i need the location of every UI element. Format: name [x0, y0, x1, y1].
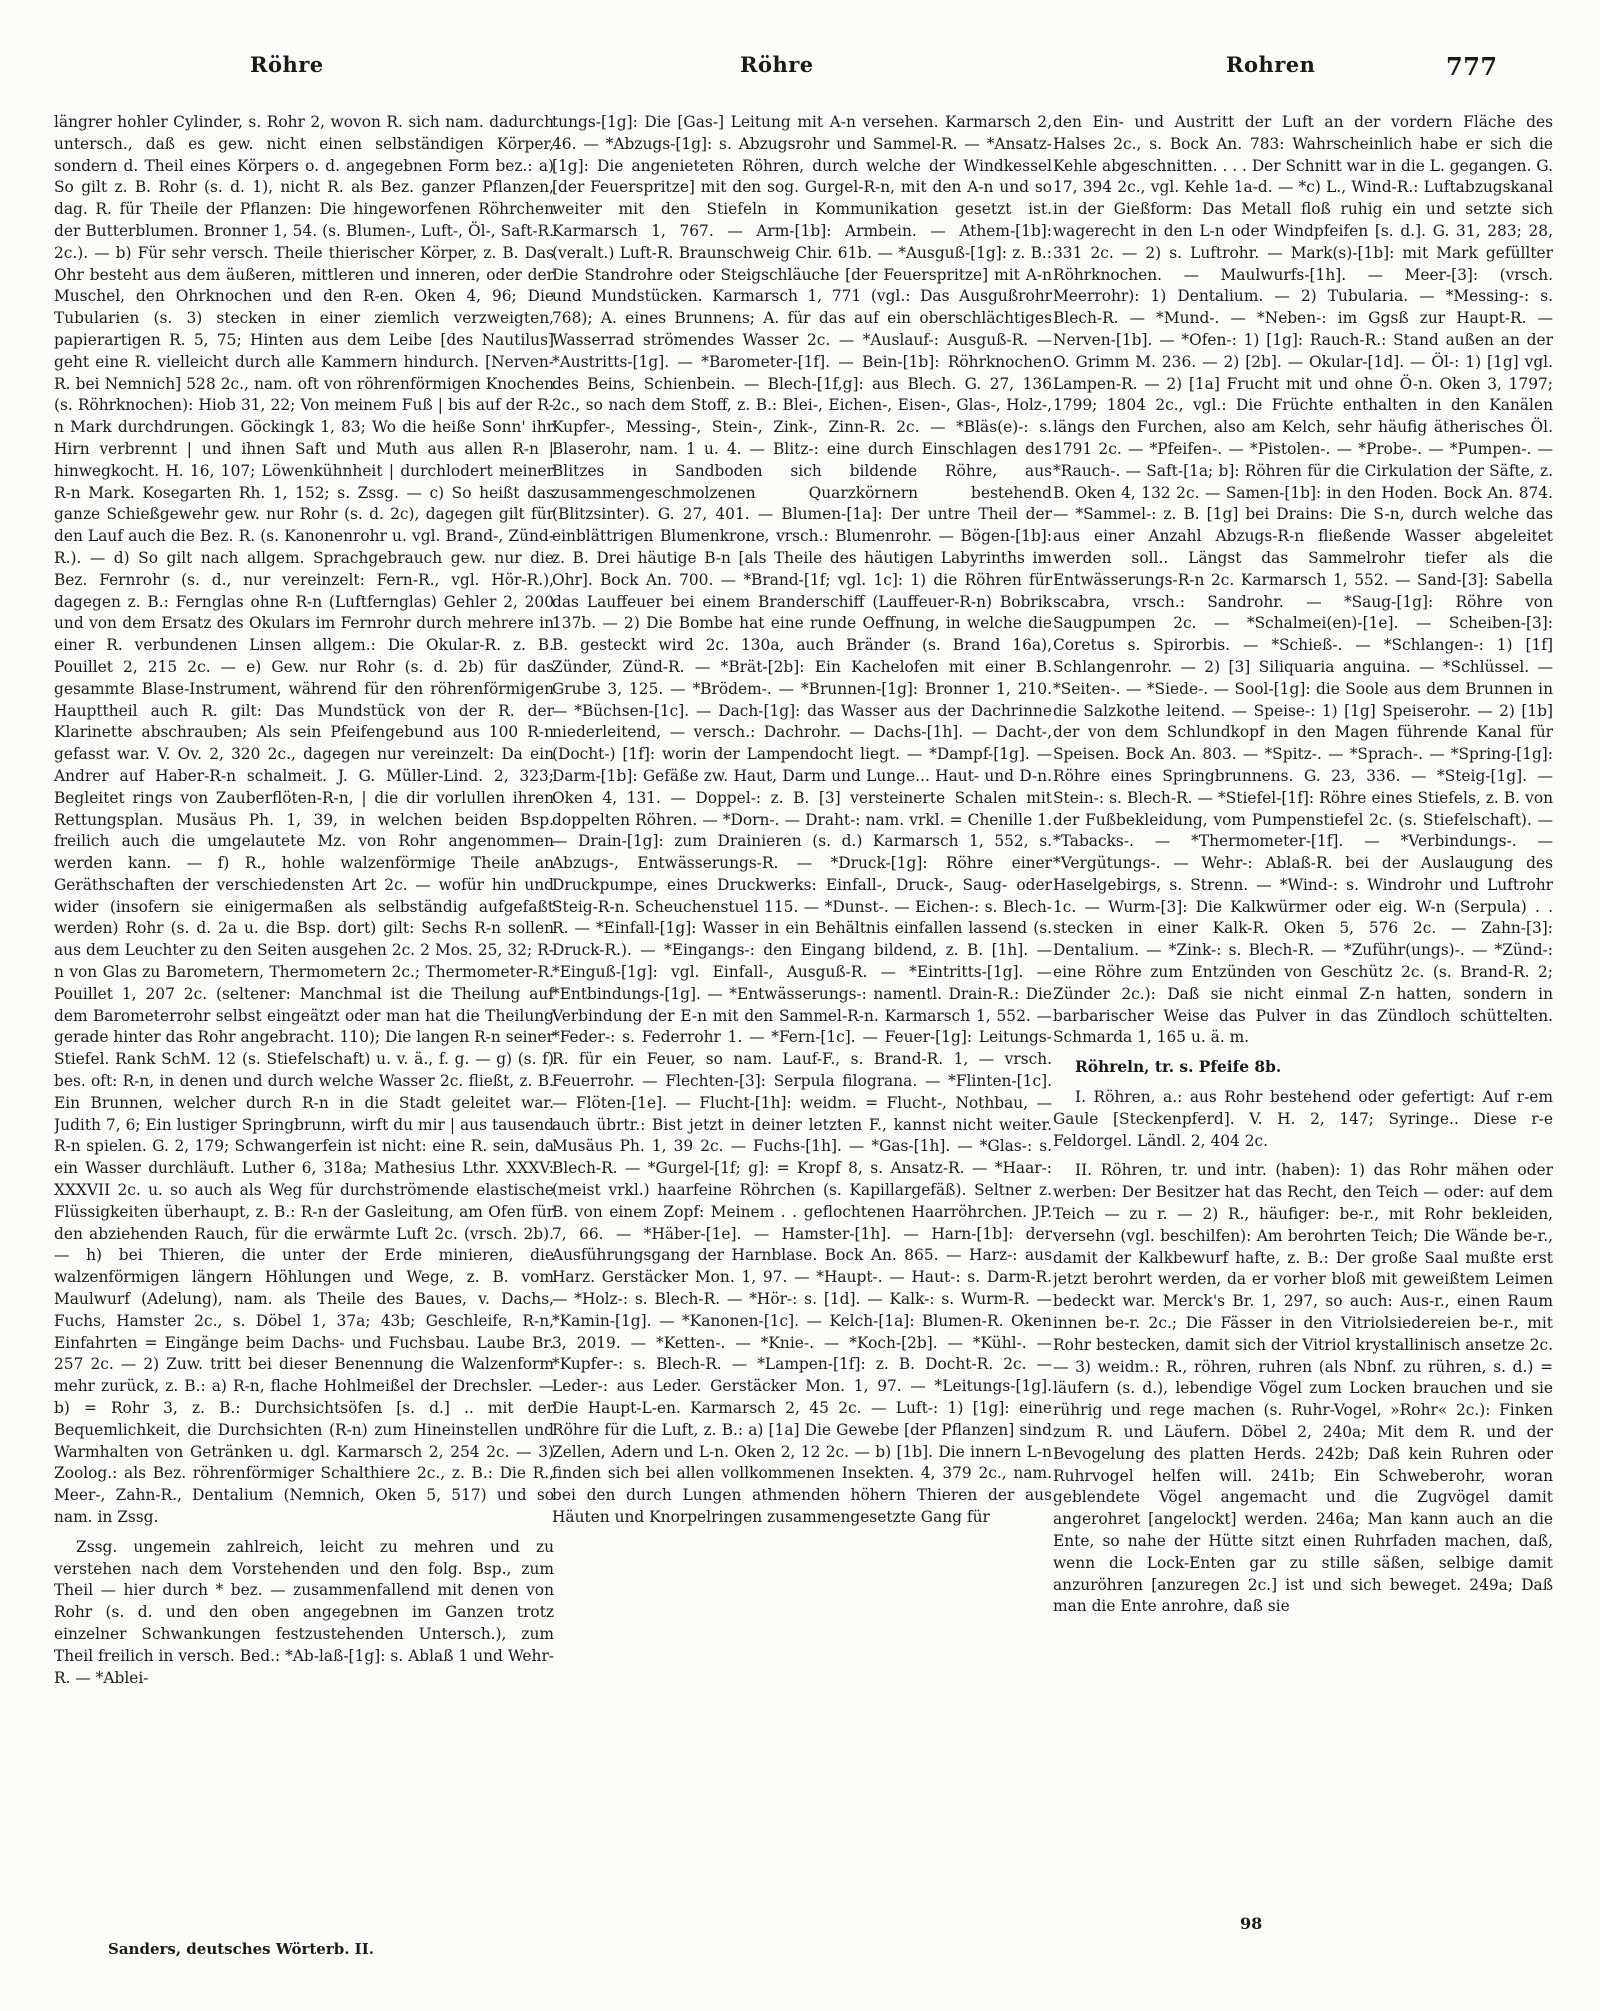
compounds-continued-paragraph: den Ein- und Austritt der Luft an der vordern Fläche des Halses 2c., s. Bock An. 783: Wahrscheinlich habe er sich die Kehle abgeschnitten. . . . Der Schnitt war in die L. gegangen. G. 17, 394 2c., vgl. Kehle 1a-d. — *c) L., Wind-R.: Luftabzugskanal in der Gießform: Das Metall floß ruhig ein und setzte sich wagerecht in den L-n oder Windpfeifen [s. d.]. G. 31, 283; 28, 331 2c. — 2) s. Luftrohr. — Mark(s)-[1b]: mit Mark gefüllter Röhrknochen. — Maulwurfs-[1h]. — Meer-[3]: (vrsch. Meerrohr): 1) Dentalium. — 2) Tubularia. — *Messing-: s. Blech-R. — *Mund-. — *Neben-: im Ggsß zur Haupt-R. — Nerven-[1b]. — *Ofen-: 1) [1g]: Rauch-R.: Stand außen an der O. Grimm M. 236. — 2) [2b]. — Okular-[1d]. — Öl-: 1) [1g] vgl. Lampen-R. — 2) [1a] Frucht mit und ohne Ö-n. Oken 3, 1797; 1799; 1804 2c., vgl.: Die Früchte enthalten in den Kanälen längs den Furchen, also am Kelch, sehr häufig ätherisches Öl. 1791 2c. — *Pfeifen-. — *Pistolen-. — *Probe-. — *Pumpen-. — *Rauch-. — Saft-[1a; b]: Röhren für die Cirkulation der Säfte, z. B. Oken 4, 132 2c. — Samen-[1b]: in den Hoden. Bock An. 874. — *Sammel-: z. B. [1g] bei Drains: Die S-n, durch welche das aus einer Anzahl Abzugs-R-n fließende Wasser abgeleitet werden soll.. Längst das Sammelrohr tiefer als die Entwässerungs-R-n 2c. Karmarsch 1, 552. — Sand-[3]: Sabella scabra, vrsch.: Sandrohr. — *Saug-[1g]: Röhre von Saugpumpen 2c. — *Schalmei(en)-[1e]. — Scheiben-[3]: Coretus s. Spirorbis. — *Schieß-. — *Schlangen-: 1) [1f] Schlangenrohr. — 2) [3] Siliquaria anguina. — *Schlüssel. — *Seiten-. — *Siede-. — Sool-[1g]: die Soole aus dem Brunnen in die Salzkothe leitend. — Speise-: 1) [1g] Speiserohr. — 2) [1b] der von dem Schlundkopf in den Magen führende Kanal für Speisen. Bock An. 803. — *Spitz-. — *Sprach-. — *Spring-[1g]: Röhre eines Springbrunnens. G. 23, 336. — *Steig-[1g]. — Stein-: s. Blech-R. — *Stiefel-[1f]: Röhre eines Stiefels, z. B. von der Fußbekleidung, vom Pumpenstiefel 2c. (s. Stiefelschaft). — *Tabacks-. — *Thermometer-[1f]. — *Verbindungs-. — *Vergütungs-. — Wehr-: Ablaß-R. bei der Auslaugung des Haselgebirgs, s. Strenn. — *Wind-: s. Windrohr und Luftrohr 1c. — Wurm-[3]: Die Kalkwürmer oder eig. W-n (Serpula) . . stecken in einer Kalk-R. Oken 5, 576 2c. — Zahn-[3]: Dentalium. — *Zink-: s. Blech-R. — *Zuführ(ungs)-. — *Zünd-: eine Röhre zum Entzünden von Geschütz 2c. (s. Brand-R. 2; Zünder 2c.): Daß sie nicht einmal Z-n hatten, sondern in barbarischer Weise das Pulver in das Zündloch schüttelten. Schmarda 1, 165 u. ä. m. — [1053, 113, 1553, 1047]
entry-roehren-verb: II. Röhren, tr. und intr. (haben): 1) das Rohr mähen oder werben: Der Besitzer hat das Recht, den Teich — oder: auf dem Teich — zu r. — 2) R., häufiger: be-r., mit Rohr bekleiden, versehn (vgl. beschilfen): Am berohrten Teich; Die Wände be-r., damit der Kalkbewurf hafte, z. B.: Der große Saal mußte erst jetzt berohrt werden, da er vorher bloß mit geweißtem Leimen bedeckt war. Merck's Br. 1, 297, so auch: Aus-r., einen Raum innen be-r. 2c.; Die Fässer in den Vitriolsiedereien be-r., mit Rohr bestecken, damit sich der Vitriol krystallinisch ansetze 2c. — 3) weidm.: R., röhren, ruhren (als Nbnf. zu rühren, s. d.) = läufern (s. d.), lebendige Vögel zum Locken brauchen und sie rührig und rege machen (s. Ruhr-Vogel, »Rohr« 2c.): Finken zum R. und Läufern. Döbel 2, 240a; Mit dem R. und der Bevogelung des platten Herds. 242b; Daß kein Ruhren oder Ruhrvogel helfen will. 241b; Ein Schweberohr, woran geblendete Vögel angemacht und die Zugvögel damit angerohret [angelockt] werden. 246a; Man kann auch an die Ente, so nahe der Hütte sitzt einen Ruhrfaden machen, daß, wenn die Lock-Enten gar zu stille säßen, selbige damit anzuröhren [anzuregen 2c.] ist und sich beweget. 249a; Daß man die Ente anrohre, daß sie — [1053, 1161, 1553, 1616]
text-column-right — [1053, 112, 1553, 1932]
running-header — [0, 52, 1600, 92]
compounds-paragraph: tungs-[1g]: Die [Gas-] Leitung mit A-n versehen. Karmarsch 2, 46. — *Abzugs-[1g]: s. Abzugsrohr und Sammel-R. — *Ansatz-[1g]: Die angenieteten Röhren, durch welche der Windkessel [der Feuerspritze] mit den sog. Gurgel-R-n, mit den A-n und so weiter mit den Stiefeln in Kommunikation gesetzt ist. Karmarsch 1, 767. — Arm-[1b]: Armbein. — Athem-[1b]: (veralt.) Luft-R. Braunschweig Chir. 61b. — *Ausguß-[1g]: z. B.: Die Standrohre oder Steigschläuche [der Feuerspritze] mit A-n und Mundstücken. Karmarsch 1, 771 (vgl.: Das Ausgußrohr 768); A. eines Brunnens; A. für das auf ein oberschlächtiges Wasserrad strömendes Wasser 2c. — *Auslauf-: Ausguß-R. — *Austritts-[1g]. — *Barometer-[1f]. — Bein-[1b]: Röhrknochen des Beins, Schienbein. — Blech-[1f,g]: aus Blech. G. 27, 136 2c., so nach dem Stoff, z. B.: Blei-, Eichen-, Eisen-, Glas-, Holz-, Kupfer-, Messing-, Stein-, Zink-, Zinn-R. 2c. — *Bläs(e)-: s. Blaserohr, nam. 1 u. 4. — Blitz-: eine durch Einschlagen des Blitzes in Sandboden sich bildende Röhre, aus zusammengeschmolzenen Quarzkörnern bestehend (Blitzsinter). G. 27, 401. — Blumen-[1a]: Der untre Theil der einblättrigen Blumenkrone, vrsch.: Blumenrohr. — Bögen-[1b]: z. B. Drei häutige B-n [als Theile des häutigen Labyrinths im Ohr]. Bock An. 700. — *Brand-[1f; vgl. 1c]: 1) die Röhren für das Lauffeuer bei einem Branderschiff (Lauffeuer-R-n) Bobrik 137b. — 2) Die Bombe hat eine runde Oeffnung, in welche die B. gesteckt wird 2c. 130a, auch Bränder (s. Brand 16a), Zünder, Zünd-R. — *Brät-[2b]: Ein Kachelofen mit einer B. Grube 3, 125. — *Brödem-. — *Brunnen-[1g]: Bronner 1, 210. — *Büchsen-[1c]. — Dach-[1g]: das Wasser aus der Dachrinne niederleitend, — versch.: Dachrohr. — Dachs-[1h]. — Dacht-, (Docht-) [1f]: worin der Lampendocht liegt. — *Dampf-[1g]. — Darm-[1b]: Gefäße zw. Haut, Darm und Lunge... Haut- und D-n. Oken 4, 131. — Doppel-: z. B. [3] versteinerte Schalen mit doppelten Röhren. — *Dorn-. — Draht-: nam. vrkl. = Chenille 1. — Drain-[1g]: zum Drainieren (s. d.) Karmarsch 1, 552, s. Abzugs-, Entwässerungs-R. — *Druck-[1g]: Röhre einer Druckpumpe, eines Druckwerks: Einfall-, Druck-, Saug- oder Steig-R-n. Scheuchenstuel 115. — *Dunst-. — Eichen-: s. Blech-R. — *Einfall-[1g]: Wasser in ein Behältnis einfallen lassend (s. Druck-R.). — *Eingangs-: den Eingang bildend, z. B. [1h]. — *Einguß-[1g]: vgl. Einfall-, Ausguß-R. — *Eintritts-[1g]. — *Entbindungs-[1g]. — *Entwässerungs-: namentl. Drain-R.: Die Verbindung der E-n mit den Sammel-R-n. Karmarsch 1, 552. — *Feder-: s. Federrohr 1. — *Fern-[1c]. — Feuer-[1g]: Leitungs-R. für ein Feuer, so nam. Lauf-F., s. Brand-R. 1, — vrsch. Feuerrohr. — Flechten-[3]: Serpula filograna. — *Flinten-[1c]. — Flöten-[1e]. — Flucht-[1h]: weidm. = Flucht-, Nothbau, — auch übrtr.: Bist jetzt in deiner letzten F., kannst nicht weiter. Musäus Ph. 1, 39 2c. — Fuchs-[1h]. — *Gas-[1h]. — *Glas-: s. Blech-R. — *Gurgel-[1f; g]: = Kropf 8, s. Ansatz-R. — *Haar-: (meist vrkl.) haarfeine Röhrchen (s. Kapillargefäß). Seltner z. B. von einem Zopf: Meinem . . geflochtenen Haarröhrchen. JP. 7, 66. — *Häber-[1e]. — Hamster-[1h]. — Harn-[1b]: der Ausführungsgang der Harnblase. Bock An. 865. — Harz-: aus Harz. Gerstäcker Mon. 1, 97. — *Haupt-. — Haut-: s. Darm-R. — *Holz-: s. Blech-R. — *Hör-: s. [1d]. — Kalk-: s. Wurm-R. — *Kamin-[1g]. — *Kanonen-[1c]. — Kelch-[1a]: Blumen-R. Oken 3, 2019. — *Ketten-. — *Knie-. — *Koch-[2b]. — *Kühl-. — *Kupfer-: s. Blech-R. — *Lampen-[1f]: z. B. Docht-R. 2c. — Leder-: aus Leder. Gerstäcker Mon. 1, 97. — *Leitungs-[1g]. Die Haupt-L-en. Karmarsch 2, 45 2c. — Luft-: 1) [1g]: eine Röhre für die Luft, z. B.: a) [1a] Die Gewebe [der Pflanzen] sind Zellen, Adern und L-n. Oken 2, 12 2c. — b) [1b]. Die innern L-n finden sich bei allen vollkommenen Insekten. 4, 379 2c., nam. bei den durch Lungen athmenden höhern Thieren der aus Häuten und Knorpelringen zusammengesetzte Gang für — [552, 113, 1052, 1526]
header-center-keyword: Röhre — [740, 52, 814, 77]
entry-roehren-adj: I. Röhren, a.: aus Rohr bestehend oder gefertigt: Auf r-em Gaule [Steckenpferd]. V. H. 2, 147; Syringe.. Diese r-e Feldorgel. Ländl. 2, 404 2c. — [1053, 1088, 1553, 1150]
footer-source: Sanders, deutsches Wörterb. II. — [108, 1940, 374, 1958]
compounds-intro-paragraph: Zssg. ungemein zahlreich, leicht zu mehren und zu verstehen nach dem Vorstehenden und den folg. Bsp., zum Theil — hier durch * bez. — zusammenfallend mit denen von Rohr (s. d. und den oben angegebnen im Ganzen trotz einzelner Schwankungen festzustehenden Untersch.), zum Theil freilich in versch. Bed.: *Ab-laß-[1g]: s. Ablaß 1 und Wehr-R. — *Ablei- — [54, 1537, 554, 1687]
entry-paragraph: längrer hohler Cylinder, s. Rohr 2, wovon R. sich nam. dadurch untersch., daß es gew. nicht einen selbständigen Körper, sondern d. Theil eines Körpers o. d. angegebnen Form bez.: a) So gilt z. B. Rohr (s. d. 1), nicht R. als Bez. ganzer Pflanzen, dag. R. für Theile der Pflanzen: Die hingeworfenen Röhrchen der Butterblumen. Bronner 1, 54. (s. Blumen-, Luft-, Öl-, Saft-R. 2c.). — b) Für sehr versch. Theile thierischer Körper, z. B. Das Ohr besteht aus dem äußeren, mittleren und inneren, oder der Muschel, den Ohrknochen und den R-en. Oken 4, 96; Die Tubularien (s. 3) stecken in einer ziemlich verzweigten, papierartigen R. 5, 75; Hinten aus dem Leibe [des Nautilus] geht eine R. vielleicht durch alle Kammern hindurch. [Nerven-R. bei Nemnich] 528 2c., nam. oft von röhrenförmigen Knochen (s. Röhrknochen): Hiob 31, 22; Von meinem Fuß | bis auf der R-n Mark durchdrungen. Göckingk 1, 83; Wo die heiße Sonn' ihr Hirn verbrennt | und ihnen Saft und Muth aus allen R-n | hinwegkocht. H. 16, 107; Löwenkühnheit | durchlodert meiner R-n Mark. Kosegarten Rh. 1, 152; s. Zssg. — c) So heißt das ganze Schießgewehr gew. nur Rohr (s. d. 2c), dagegen gilt für den Lauf auch die Bez. R. (s. Kanonenrohr u. vgl. Brand-, Zünd-R.). — d) So gilt nach allgem. Sprachgebrauch gew. nur die Bez. Fernrohr (s. d., nur vereinzelt: Fern-R., vgl. Hör-R.), dagegen z. B.: Fernglas ohne R-n (Luftfernglas) Gehler 2, 200 und von dem Ersatz des Okulars im Fernrohr durch mehrere in einer R. verbundenen Linsen allgem.: Die Okular-R. z. B. Pouillet 2, 215 2c. — e) Gew. nur Rohr (s. d. 2b) für das gesammte Blase-Instrument, während für den röhrenförmigen Haupttheil auch R. gilt: Das Mundstück von der R. der Klarinette abschrauben; Als sein Pfeifengebund aus 100 R-n gefasst war. V. Ov. 2, 320 2c., dagegen nur vereinzelt: Da ein Andrer auf Haber-R-n schalmeit. J. G. Müller-Lind. 2, 323; Begleitet rings von Zauberflöten-R-n, | die dir vorlullen ihren Rettungsplan. Musäus Ph. 1, 39, in welchen beiden Bsp. freilich auch die umgelautete Mz. von Rohr angenommen werden kann. — f) R., hohle walzenförmige Theile an Geräthschaften der verschiedensten Art 2c. — wofür hin und wider (insofern sie einigermaßen als selbständig aufgefaßt werden) Rohr (s. d. 2a u. die Bsp. dort) gilt: Sechs R-n sollen aus dem Leuchter zu den Seiten ausgehen 2c. 2 Mos. 25, 32; R-n von Glas zu Barometern, Thermometern 2c.; Thermometer-R. Pouillet 1, 207 2c. (seltener: Manchmal ist die Theilung auf dem Barometerrohr selbst eingeätzt oder man hat die Theilung gerade hinter das Rohr angebracht. 110); Die langen R-n seiner Stiefel. Rank SchM. 12 (s. Stiefelschaft) u. v. ä., f. g. — g) (s. f) bes. oft: R-n, in denen und durch welche Wasser 2c. fließt, z. B. Ein Brunnen, welcher durch R-n in die Stadt geleitet war. Judith 7, 6; Ein lustiger Springbrunn, wirft du mir | aus tausend R-n spielen. G. 2, 179; Schwangerfein ist nicht: eine R. sein, da ein Wasser durchläuft. Luther 6, 318a; Mathesius Lthr. XXXV: XXXVII 2c. u. so auch als Weg für durchströmende elastische Flüssigkeiten überhaupt, z. B.: R-n der Gasleitung, am Ofen für den abziehenden Rauch, für die erwärmte Luft 2c. (vrsch. 2b). — h) bei Thieren, die unter der Erde minieren, die walzenförmigen längern Höhlungen und Wege, z. B. vom Maulwurf (Adelung), nam. als Theile des Baues, v. Dachs, Fuchs, Hamster 2c., s. Döbel 1, 37a; 43b; Geschleife, R-n, Einfahrten = Eingänge beim Dachs- und Fuchsbau. Laube Br. 257 2c. — 2) Zuw. tritt bei dieser Benennung die Walzenform mehr zurück, z. B.: a) R-n, flache Hohlmeißel der Drechsler. — b) = Rohr 3, z. B.: Durchsichtsöfen [s. d.] .. mit der Bequemlichkeit, die Durchsichten (R-n) zum Hineinstellen und Warmhalten von Getränken u. dgl. Karmarsch 2, 254 2c. — 3) Zoolog.: als Bez. röhrenförmiger Schalthiere 2c., z. B.: Die R., Meer-, Zahn-R., Dentalium (Nemnich, Oken 5, 517) und so nam. in Zssg. — [54, 113, 554, 1526]
header-left-keyword: Röhre — [250, 52, 324, 77]
page-number: 777 — [1446, 52, 1498, 81]
entry-roehreln: Röhreln, tr. s. Pfeife 8b. — [1075, 1058, 1282, 1077]
text-column-left — [54, 112, 554, 1932]
header-right-keyword: Rohren — [1226, 52, 1316, 77]
text-column-middle — [552, 112, 1052, 1932]
footer-signature: 98 — [1240, 1914, 1263, 1933]
